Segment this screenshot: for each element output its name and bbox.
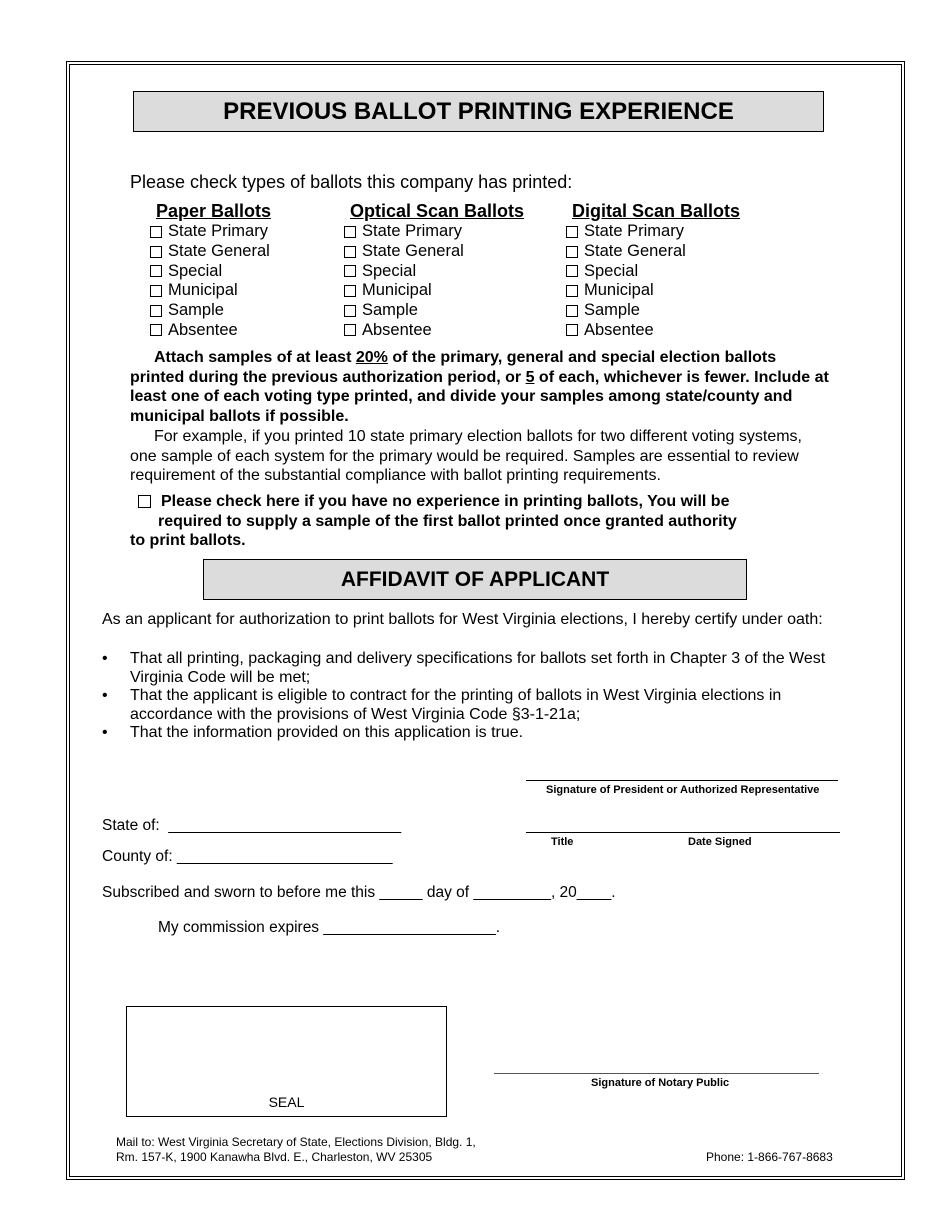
ballot-option[interactable]: Absentee: [566, 320, 740, 340]
checkbox[interactable]: [150, 226, 162, 238]
section-title-affidavit: AFFIDAVIT OF APPLICANT: [203, 559, 747, 600]
checkbox[interactable]: [150, 305, 162, 317]
checkbox[interactable]: [566, 324, 578, 336]
attach-samples-instructions: Attach samples of at least 20% of the primary, general and special election ballots printed during the previous authorization period, or 5 of each, whichever is fewer. Include at least one of each voting type printed, and divide your samples among state/county and municipal ballots if possible.: [130, 349, 829, 426]
checkbox[interactable]: [566, 226, 578, 238]
column-heading: Optical Scan Ballots: [350, 201, 525, 221]
sworn-statement[interactable]: Subscribed and sworn to before me this _____ day of _________, 20____.: [102, 884, 616, 901]
checkbox[interactable]: [344, 246, 356, 258]
state-field[interactable]: State of: ___________________________: [102, 817, 402, 834]
certification-statement: As an applicant for authorization to print ballots for West Virginia elections, I hereby certify under oath:: [102, 611, 823, 628]
commission-expires-field[interactable]: My commission expires ____________________.: [158, 919, 501, 936]
checkbox[interactable]: [150, 246, 162, 258]
checkbox[interactable]: [344, 285, 356, 297]
no-experience-checkbox[interactable]: [138, 495, 151, 508]
president-signature-line[interactable]: [526, 780, 838, 781]
notary-signature-line[interactable]: [494, 1073, 819, 1074]
notary-seal-box: [126, 1006, 447, 1117]
example-paragraph: For example, if you printed 10 state primary election ballots for two different voting systems, one sample of each system for the primary would be required. Samples are essential to review requirement of the substantial compliance with ballot printing requirements.: [130, 428, 802, 485]
checkbox[interactable]: [566, 246, 578, 258]
mailing-address: Mail to: West Virginia Secretary of State, Elections Division, Bldg. 1, Rm. 157-K, 1900 Kanawha Blvd. E., Charleston, WV 25305: [116, 1135, 476, 1164]
ballot-types-prompt: Please check types of ballots this company has printed:: [130, 172, 573, 192]
list-item: • That the information provided on this application is true.: [102, 724, 524, 741]
date-signed-label: Date Signed: [688, 836, 752, 848]
checkbox[interactable]: [150, 265, 162, 277]
list-item: • That the applicant is eligible to contract for the printing of ballots in West Virginia elections in accordance with the provisions of West Virginia Code §3-1-21a;: [102, 687, 782, 723]
checkbox[interactable]: [150, 285, 162, 297]
ballot-option[interactable]: Municipal: [344, 281, 524, 301]
checkbox[interactable]: [344, 305, 356, 317]
checkbox[interactable]: [566, 305, 578, 317]
ballot-option[interactable]: Sample: [344, 301, 524, 321]
county-field[interactable]: County of: _________________________: [102, 848, 393, 865]
ballot-option[interactable]: State Primary: [344, 222, 524, 242]
column-heading: Paper Ballots: [156, 201, 272, 221]
checkbox[interactable]: [150, 324, 162, 336]
no-experience-notice: Please check here if you have no experience in printing ballots, You will be required to supply a sample of the first ballot printed once granted authority to print ballots.: [130, 493, 737, 550]
president-signature-label: Signature of President or Authorized Representative: [546, 784, 820, 796]
ballot-option[interactable]: State General: [566, 242, 740, 262]
ballot-option[interactable]: Special: [150, 261, 271, 281]
ballot-option[interactable]: Municipal: [566, 281, 740, 301]
title-date-line[interactable]: [526, 832, 840, 833]
section-title-previous-experience: PREVIOUS BALLOT PRINTING EXPERIENCE: [133, 91, 824, 132]
column-heading: Digital Scan Ballots: [572, 201, 741, 221]
checkbox[interactable]: [344, 324, 356, 336]
ballot-option[interactable]: State General: [344, 242, 524, 262]
checkbox[interactable]: [344, 265, 356, 277]
title-label: Title: [551, 836, 574, 848]
ballot-option[interactable]: Absentee: [150, 320, 271, 340]
checkbox[interactable]: [566, 285, 578, 297]
certification-list: [102, 650, 862, 743]
list-item: • That all printing, packaging and delivery specifications for ballots set forth in Chapter 3 of the West Virginia Code will be met;: [102, 650, 826, 686]
ballot-option[interactable]: Special: [566, 261, 740, 281]
checkbox[interactable]: [344, 226, 356, 238]
ballot-option[interactable]: State Primary: [150, 222, 271, 242]
ballot-option[interactable]: Municipal: [150, 281, 271, 301]
checkbox[interactable]: [566, 265, 578, 277]
ballot-option[interactable]: State General: [150, 242, 271, 262]
ballot-option[interactable]: Sample: [566, 301, 740, 321]
phone-number: Phone: 1-866-767-8683: [706, 1150, 833, 1164]
notary-signature-label: Signature of Notary Public: [591, 1077, 730, 1089]
optical-scan-ballots-column: [344, 200, 524, 340]
ballot-option[interactable]: Sample: [150, 301, 271, 321]
ballot-option[interactable]: Special: [344, 261, 524, 281]
seal-label: SEAL: [268, 1094, 305, 1110]
paper-ballots-column: [150, 200, 271, 340]
digital-scan-ballots-column: [566, 200, 740, 340]
ballot-option[interactable]: State Primary: [566, 222, 740, 242]
ballot-option[interactable]: Absentee: [344, 320, 524, 340]
